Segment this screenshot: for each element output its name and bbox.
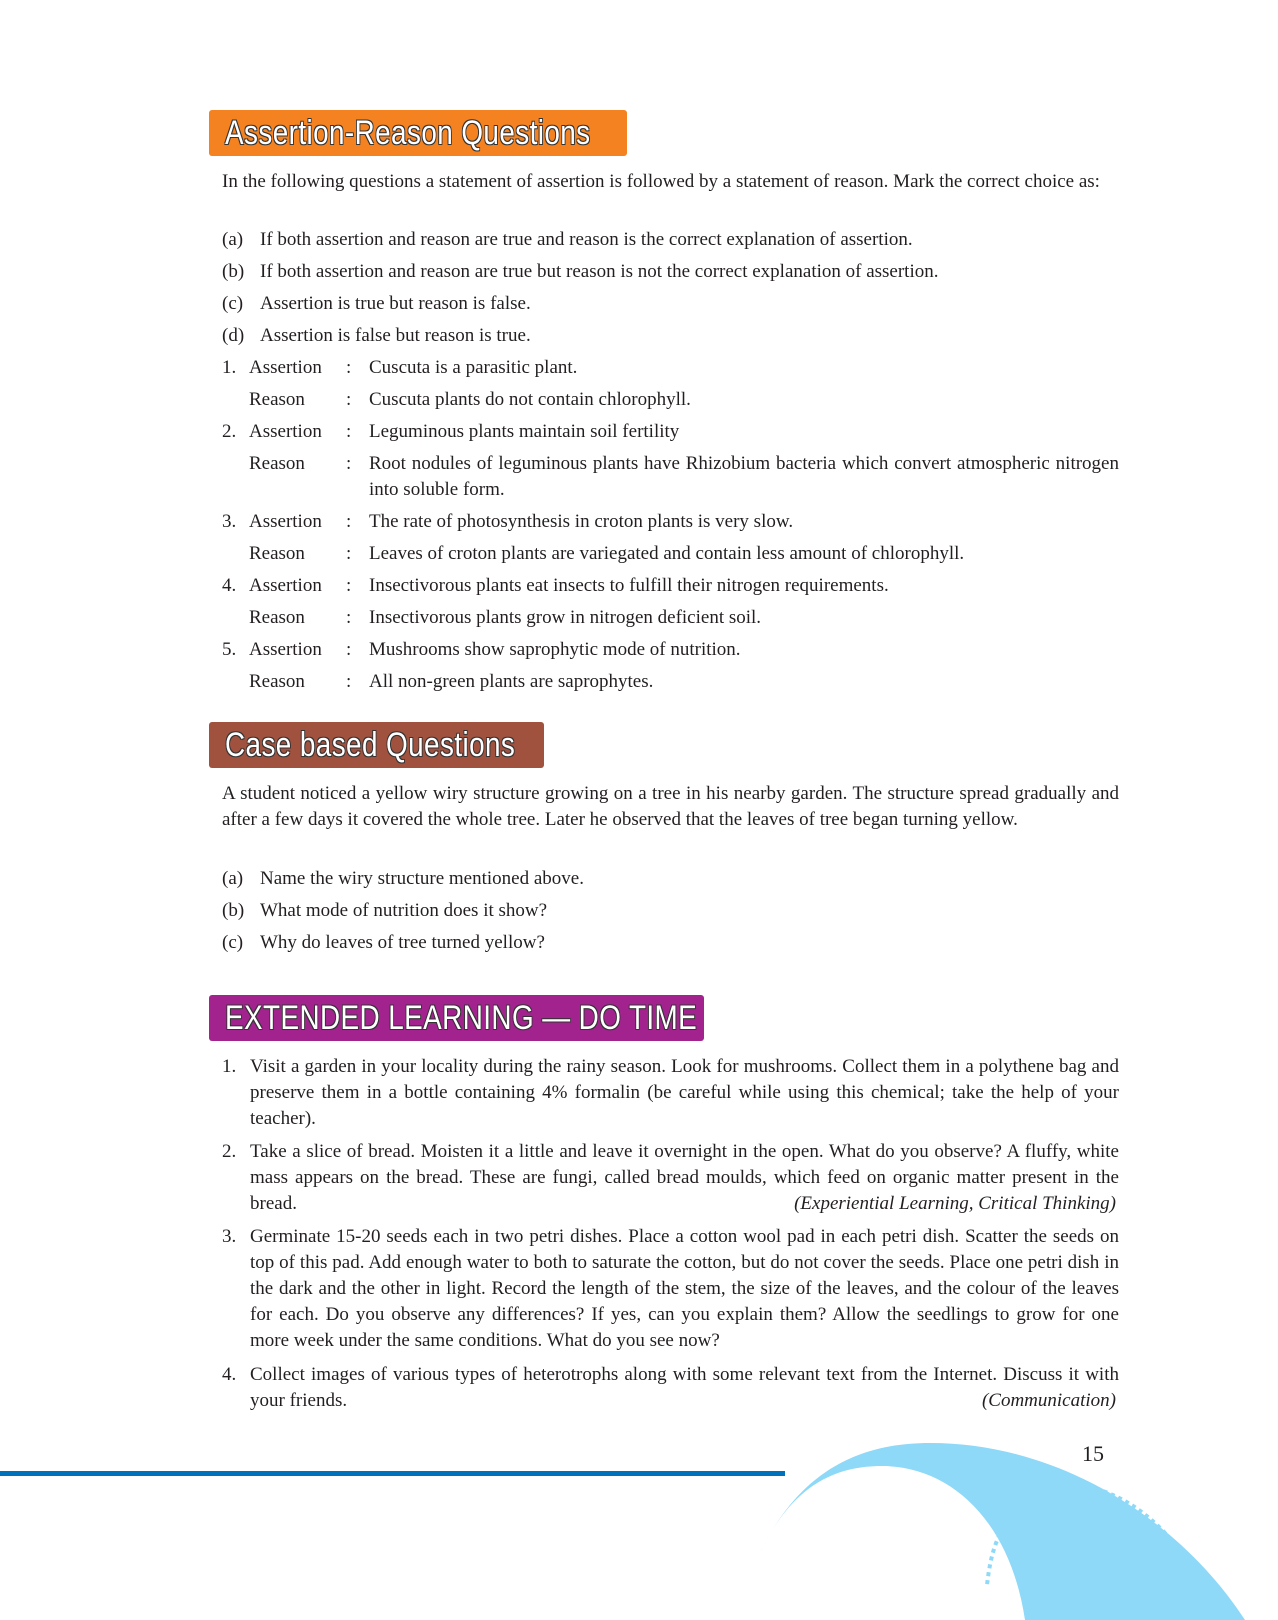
answer-option (222, 259, 939, 285)
reason-label: Reason (249, 671, 305, 692)
assertion-label: Assertion (249, 639, 322, 660)
assertion-reason-heading: Assertion-Reason Questions (209, 110, 627, 156)
colon: : (346, 575, 352, 596)
page-number: 15 (1082, 1441, 1104, 1466)
colon: : (346, 543, 352, 564)
skill-tag: (Communication) (981, 1390, 1116, 1411)
activity-body: Germinate 15-20 seeds each in two petri dishes. Place a cotton wool pad in each petri dish. Scatter the seeds on top of this pad. Add enough water to both to saturate the cotton, but do not cover the seeds. Place one petri dish in the dark and the other in light. Record the length of the stem, the size of the leaves, and the colour of the leaves for each. Do you observe any differences? If yes, can you explain them? Allow the seedlings to grow for one more week under the same conditions. What do you see now? (250, 1226, 1119, 1351)
item-number: 3. (222, 1226, 237, 1247)
assertion-text: Leguminous plants maintain soil fertility (369, 421, 680, 442)
assertion-text: The rate of photosynthesis in croton plants is very slow. (369, 511, 794, 532)
case-based-heading: Case based Questions (209, 722, 544, 768)
case-passage: A student noticed a yellow wiry structure growing on a tree in his nearby garden. The structure spread gradually and after a few days it covered the whole tree. Later he observed that the leaves of tree began turning yellow. (222, 783, 1119, 830)
activity-text (250, 1139, 1119, 1217)
reason-row (222, 387, 1119, 413)
reason-text: Cuscuta plants do not contain chlorophyll. (369, 389, 691, 410)
colon: : (346, 453, 352, 474)
assertion-label: Assertion (249, 357, 322, 378)
reason-text: Root nodules of leguminous plants have Rhizobium bacteria which convert atmospheric nitrogen into soluble form. (369, 453, 1119, 500)
reason-label: Reason (249, 453, 305, 474)
colon: : (346, 639, 352, 660)
option-text: Assertion is false but reason is true. (260, 325, 531, 346)
question-key: (b) (222, 900, 245, 921)
option-text: If both assertion and reason are true but reason is not the correct explanation of assertion. (260, 261, 939, 282)
reason-text: Leaves of croton plants are variegated and contain less amount of chlorophyll. (369, 543, 965, 564)
reason-label: Reason (249, 543, 305, 564)
reason-label: Reason (249, 607, 305, 628)
reason-row (222, 541, 1119, 567)
question-text: What mode of nutrition does it show? (260, 900, 548, 921)
answer-option (222, 323, 531, 349)
activity-item (222, 1224, 1119, 1354)
reason-text: All non-green plants are saprophytes. (369, 671, 654, 692)
colon: : (346, 421, 352, 442)
question-text: Name the wiry structure mentioned above. (260, 868, 584, 889)
item-number: 3. (222, 511, 237, 532)
option-key: (b) (222, 261, 245, 282)
activity-text (250, 1362, 1119, 1414)
answer-option (222, 227, 913, 253)
case-question (222, 930, 545, 956)
activity-item (222, 1139, 1119, 1217)
assertion-text: Mushrooms show saprophytic mode of nutrition. (369, 639, 741, 660)
assertion-row (222, 419, 1119, 445)
assertion-label: Assertion (249, 511, 322, 532)
option-text: If both assertion and reason are true and reason is the correct explanation of assertion. (260, 229, 913, 250)
reason-text: Insectivorous plants grow in nitrogen deficient soil. (369, 607, 762, 628)
assertion-text: Insectivorous plants eat insects to fulfill their nitrogen requirements. (369, 575, 889, 596)
option-key: (a) (222, 229, 244, 250)
item-number: 4. (222, 575, 237, 596)
footer-rule (0, 1471, 785, 1476)
colon: : (346, 607, 352, 628)
question-text: Why do leaves of tree turned yellow? (260, 932, 545, 953)
assertion-label: Assertion (249, 575, 322, 596)
activity-body: Visit a garden in your locality during the rainy season. Look for mushrooms. Collect them in a polythene bag and preserve them in a bottle containing 4% formalin (be careful while using this chemical; take the help of your teacher). (250, 1056, 1119, 1129)
answer-option (222, 291, 531, 317)
reason-row (222, 451, 1119, 503)
assertion-row (222, 509, 1119, 535)
activity-body: Take a slice of bread. Moisten it a little and leave it overnight in the open. What do you observe? A fluffy, white mass appears on the bread. These are fungi, called bread moulds, which feed on organic matter present in the bread. (250, 1141, 1119, 1214)
reason-row (222, 669, 1119, 695)
item-number: 4. (222, 1364, 237, 1385)
assertion-intro: In the following questions a statement of assertion is followed by a statement of reason. Mark the correct choice as: (222, 171, 1100, 192)
wave-shape (760, 1443, 1245, 1620)
item-number: 2. (222, 421, 237, 442)
activity-item (222, 1362, 1119, 1414)
assertion-row (222, 355, 1119, 381)
activity-text (250, 1054, 1119, 1132)
item-number: 1. (222, 357, 237, 378)
assertion-label: Assertion (249, 421, 322, 442)
colon: : (346, 357, 352, 378)
extended-learning-heading: EXTENDED LEARNING — DO TIME (209, 995, 704, 1041)
option-key: (d) (222, 325, 245, 346)
question-key: (c) (222, 932, 244, 953)
colon: : (346, 389, 352, 410)
colon: : (346, 511, 352, 532)
reason-label: Reason (249, 389, 305, 410)
reason-row (222, 605, 1119, 631)
assertion-row (222, 573, 1119, 599)
dotted-arc-small (987, 1534, 1000, 1585)
case-question (222, 866, 584, 892)
option-text: Assertion is true but reason is false. (260, 293, 531, 314)
question-key: (a) (222, 868, 244, 889)
colon: : (346, 671, 352, 692)
activity-item (222, 1054, 1119, 1132)
item-number: 2. (222, 1141, 237, 1162)
activity-text (250, 1224, 1119, 1354)
case-question (222, 898, 547, 924)
skill-tag: (Experiential Learning, Critical Thinking) (794, 1193, 1116, 1214)
option-key: (c) (222, 293, 244, 314)
assertion-text: Cuscuta is a parasitic plant. (369, 357, 578, 378)
activity-body: Collect images of various types of heterotrophs along with some relevant text from the Internet. Discuss it with your friends. (250, 1364, 1119, 1411)
item-number: 5. (222, 639, 237, 660)
item-number: 1. (222, 1056, 237, 1077)
assertion-row (222, 637, 1119, 663)
